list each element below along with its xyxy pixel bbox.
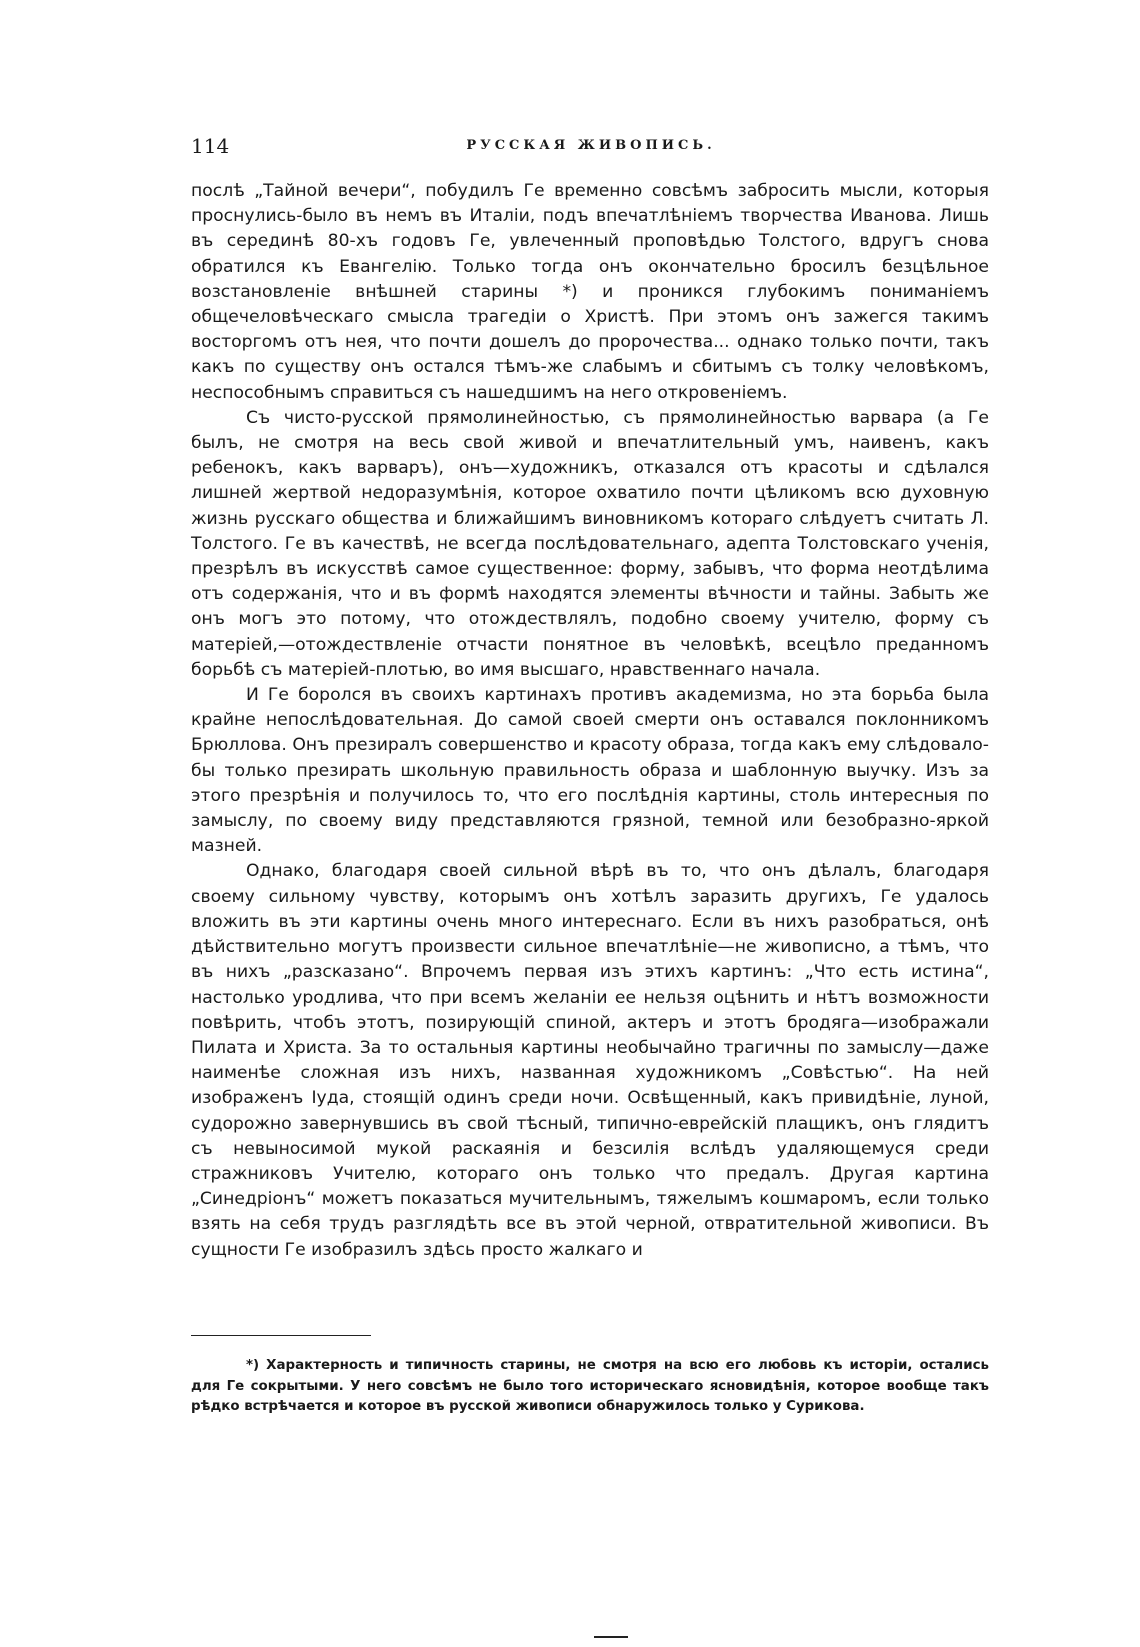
paragraph-1: послѣ „Тайной вечери“, побудилъ Ге временно совсѣмъ забросить мысли, которыя проснулись-было въ немъ въ Италіи, подъ впечатлѣніемъ творчества Иванова. Лишь въ серединѣ 80-хъ годовъ Ге, увлеченный проповѣдью Толстого, вдругъ снова обратился къ Евангелію. Только тогда онъ окончательно бросилъ безцѣльное возстановленіе внѣшней старины *) и проникся глубокимъ пониманіемъ общечеловѣческаго смысла трагедіи о Христѣ. При этомъ онъ зажегся такимъ восторгомъ отъ нея, что почти дошелъ до пророчества... однако только почти, такъ какъ по существу онъ остался тѣмъ-же слабымъ и сбитымъ съ толку человѣкомъ, неспособнымъ справиться съ нашедшимъ на него откровеніемъ.: [191, 181, 989, 403]
paragraph-3: И Ге боролся въ своихъ картинахъ противъ академизма, но эта борьба была крайне непослѣдовательная. До самой своей смерти онъ оставался поклонникомъ Брюллова. Онъ презиралъ совершенство и красоту образа, тогда какъ ему слѣдовало-бы только презирать школьную правильность образа и шаблонную выучку. Изъ за этого презрѣнія и получилось то, что его послѣднія картины, столь интересныя по замыслу, по своему виду представляются грязной, темной или безобразно-яркой мазней.: [191, 685, 989, 857]
page-header: [191, 134, 991, 164]
footnote: *) Характерность и типичность старины, не смотря на всю его любовь къ исторіи, остались для Ге сокрытыми. У него совсѣмъ не было того историческаго ясновидѣнія, которое вообще такъ рѣдко встрѣчается и которое въ русской живописи обнаружилось только у Сурикова.: [191, 1358, 989, 1414]
paragraph-4: Однако, благодаря своей сильной вѣрѣ въ то, что онъ дѣлалъ, благодаря своему сильному чувству, которымъ онъ хотѣлъ заразить другихъ, Ге удалось вложить въ эти картины очень много интереснаго. Если въ нихъ разобраться, онѣ дѣйствительно могутъ произвести сильное впечатлѣніе—не живописно, а тѣмъ, что въ нихъ „разсказано“. Впрочемъ первая изъ этихъ картинъ: „Что есть истина“, настолько уродлива, что при всемъ желаніи ее нельзя оцѣнить и нѣтъ возможности повѣрить, чтобъ этотъ, позирующій спиной, актеръ и этотъ бродяга—изображали Пилата и Христа. За то остальныя картины необычайно трагичны по замыслу—даже наименѣе сложная изъ нихъ, названная художникомъ „Совѣстью“. На ней изображенъ Іуда, стоящій одинъ среди ночи. Освѣщенный, какъ привидѣніе, луной, судорожно завернувшись въ свой тѣсный, типично-еврейскій плащикъ, онъ глядитъ съ невыносимой мукой раскаянія и безсилія вслѣдъ удаляющемуся среди стражниковъ Учителю, котораго онъ только что предалъ. Другая картина „Синедріонъ“ можетъ показаться мучительнымъ, тяжелымъ кошмаромъ, если только взять на себя трудъ разглядѣть все въ этой черной, отвратительной живописи. Въ сущности Ге изобразилъ здѣсь просто жалкаго и: [191, 861, 989, 1260]
body-text: [191, 179, 989, 1263]
running-title: РУССКАЯ ЖИВОПИСЬ.: [466, 138, 716, 153]
footnote-separator: [191, 1335, 371, 1336]
paragraph-2: Съ чисто-русской прямолинейностью, съ прямолинейностью варвара (а Ге былъ, не смотря на весь свой живой и впечатлительный умъ, наивенъ, какъ ребенокъ, какъ варваръ), онъ—художникъ, отказался отъ красоты и сдѣлался лишней жертвой недоразумѣнія, которое охватило почти цѣликомъ всю духовную жизнь русскаго общества и ближайшимъ виновникомъ котораго слѣдуетъ считать Л. Толстого. Ге въ качествѣ, не всегда послѣдовательнаго, адепта Толстовскаго ученія, презрѣлъ въ искусствѣ самое существенное: форму, забывъ, что форма неотдѣлима отъ содержанія, что и въ формѣ находятся элементы вѣчности и тайны. Забыть же онъ могъ это потому, что отождествлялъ, подобно своему учителю, форму съ матеріей,—отождествленіе отчасти понятное въ человѣкѣ, всецѣло преданномъ борьбѣ съ матеріей-плотью, во имя высшаго, нравственнаго начала.: [191, 407, 989, 680]
page-number: 114: [191, 134, 230, 158]
footer-mark: [594, 1636, 628, 1638]
